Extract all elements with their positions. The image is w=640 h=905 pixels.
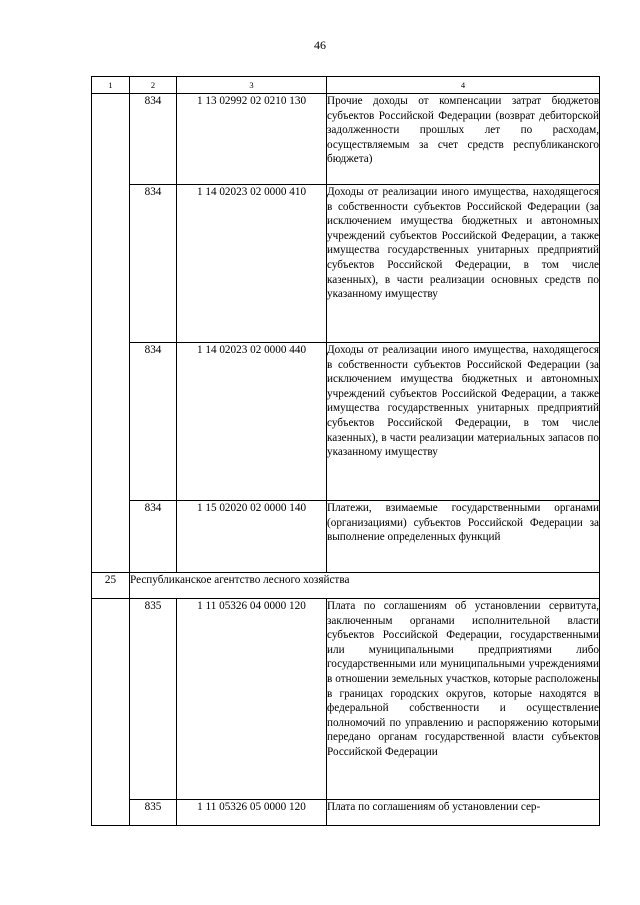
column-header-3: 3 <box>177 77 327 94</box>
revenue-description: Плата по соглашениям об установлении сервитута, заключенным органами исполнительной власти субъектов Российской Федерации, государственными или муниципальными предприятиями либо государственными или муниципальными учреждениями в отношении земельных участков, которые расположены в границах городских округов, которые находятся в федеральной собственности и осуществление полномочий по управлению и распоряжению которыми передано органам государственной власти субъектов Российской Федерации <box>327 599 600 800</box>
table-row <box>92 185 600 343</box>
agency-name: Республиканское агентство лесного хозяйства <box>130 573 600 599</box>
admin-code: 834 <box>130 343 177 501</box>
column-header-1: 1 <box>92 77 130 94</box>
revenue-codes-table <box>91 76 600 826</box>
group-number-cell <box>92 599 130 826</box>
column-header-4: 4 <box>327 77 600 94</box>
budget-classification-code: 1 11 05326 04 0000 120 <box>177 599 327 800</box>
agency-number: 25 <box>92 573 130 599</box>
group-number-cell <box>92 94 130 573</box>
budget-classification-code: 1 14 02023 02 0000 440 <box>177 343 327 501</box>
table-row <box>92 599 600 800</box>
table-row <box>92 94 600 185</box>
admin-code: 834 <box>130 501 177 573</box>
page-number: 46 <box>314 38 326 52</box>
revenue-description: Платежи, взимаемые государственными органами (организациями) субъектов Российской Федерации за выполнение определенных функций <box>327 501 600 573</box>
table-row <box>92 501 600 573</box>
admin-code: 834 <box>130 185 177 343</box>
table-row <box>92 800 600 826</box>
revenue-description: Доходы от реализации иного имущества, находящегося в собственности субъектов Российской Федерации (за исключением имущества бюджетных и автономных учреждений субъектов Российской Федерации, а также имущества государственных унитарных предприятий субъектов Российской Федерации, в том числе казенных), в части реализации материальных запасов по указанному имуществу <box>327 343 600 501</box>
admin-code: 834 <box>130 94 177 185</box>
admin-code: 835 <box>130 800 177 826</box>
budget-classification-code: 1 11 05326 05 0000 120 <box>177 800 327 826</box>
revenue-description: Доходы от реализации иного имущества, находящегося в собственности субъектов Российской Федерации (за исключением имущества бюджетных и автономных учреждений субъектов Российской Федерации, а также имущества государственных унитарных предприятий субъектов Российской Федерации, в том числе казенных), в части реализации основных средств по указанному имуществу <box>327 185 600 343</box>
table-header-row <box>92 77 600 94</box>
budget-classification-code: 1 13 02992 02 0210 130 <box>177 94 327 185</box>
revenue-description: Прочие доходы от компенсации затрат бюджетов субъектов Российской Федерации (возврат дебиторской задолженности прошлых лет по расходам, осуществляемым за счет средств республиканского бюджета) <box>327 94 600 185</box>
agency-row <box>92 573 600 599</box>
budget-classification-code: 1 14 02023 02 0000 410 <box>177 185 327 343</box>
budget-classification-code: 1 15 02020 02 0000 140 <box>177 501 327 573</box>
column-header-2: 2 <box>130 77 177 94</box>
revenue-description: Плата по соглашениям об установлении сер- <box>327 800 600 826</box>
table-row <box>92 343 600 501</box>
admin-code: 835 <box>130 599 177 800</box>
